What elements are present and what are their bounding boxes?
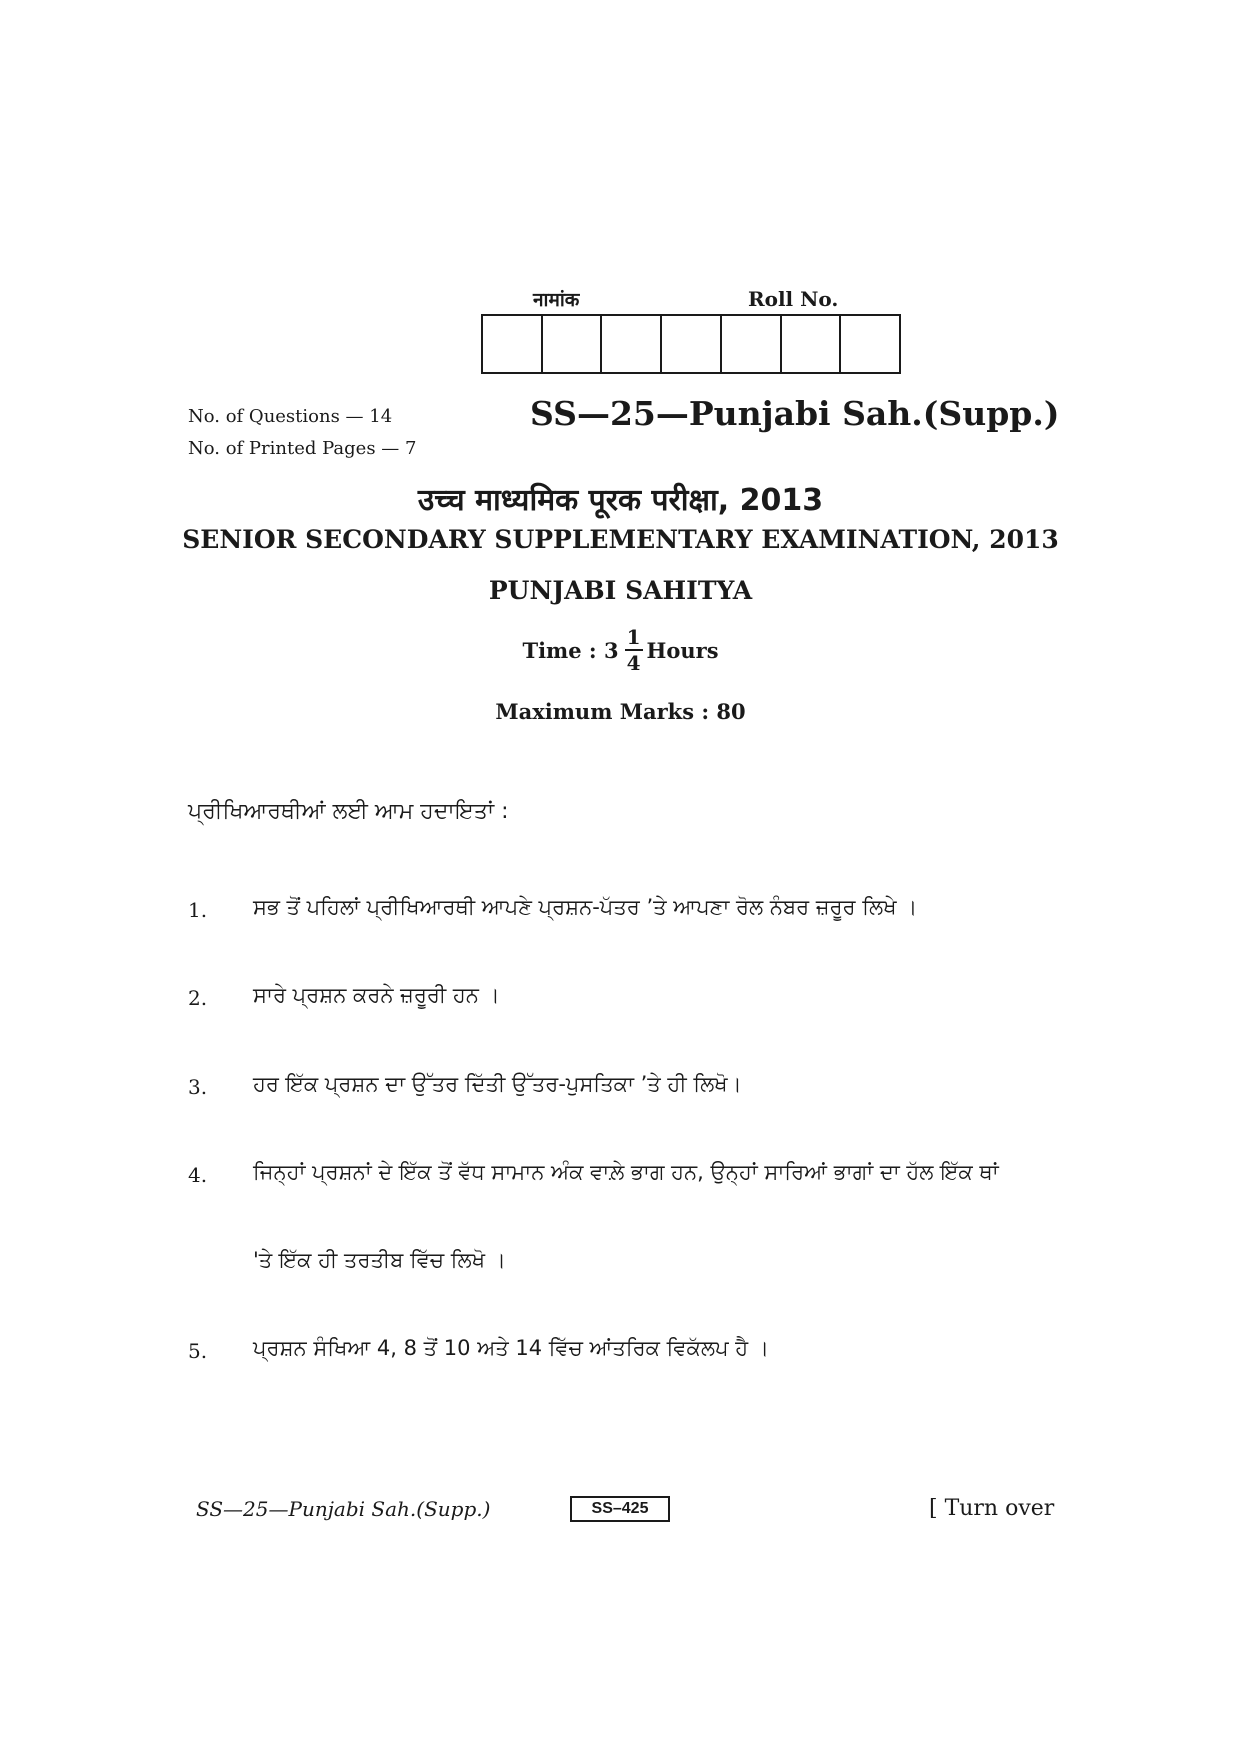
instruction-text-continuation: 'ਤੇ ਇੱਕ ਹੀ ਤਰਤੀਬ ਵਿੱਚ ਲਿਖੋ । <box>253 1248 506 1272</box>
time-suffix: Hours <box>646 637 719 663</box>
time-fraction <box>625 627 643 673</box>
instruction-number: 1. <box>188 898 208 922</box>
instruction-number: 5. <box>188 1339 208 1363</box>
roll-box <box>841 316 899 372</box>
exam-title-english: SENIOR SECONDARY SUPPLEMENTARY EXAMINATION, 2013 <box>182 525 1059 554</box>
time-allowed <box>0 627 1241 673</box>
subject-title: PUNJABI SAHITYA <box>488 576 753 605</box>
roll-label-hindi: नामांक <box>533 289 580 311</box>
fraction-numerator: 1 <box>626 625 641 649</box>
time-prefix: Time : 3 <box>522 637 619 663</box>
roll-label-english: Roll No. <box>748 287 839 311</box>
roll-box <box>662 316 722 372</box>
instruction-text: ਸਾਰੇ ਪ੍ਰਸ਼ਨ ਕਰਨੇ ਜ਼ਰੂਰੀ ਹਨ । <box>253 983 500 1007</box>
roll-box <box>483 316 543 372</box>
roll-box <box>543 316 603 372</box>
instruction-number: 3. <box>188 1075 208 1099</box>
roll-box <box>782 316 842 372</box>
roll-number-boxes <box>481 314 901 374</box>
roll-box <box>722 316 782 372</box>
number-of-questions: No. of Questions — 14 <box>188 406 393 427</box>
instruction-text: ਹਰ ਇੱਕ ਪ੍ਰਸ਼ਨ ਦਾ ਉੱਤਰ ਦਿੱਤੀ ਉੱਤਰ-ਪੁਸਤਿਕਾ ’ਤੇ ਹੀ ਲਿਖੋ। <box>253 1072 742 1096</box>
instructions-heading: ਪ੍ਰੀਖਿਆਰਥੀਆਂ ਲਈ ਆਮ ਹਦਾਇਤਾਂ : <box>188 799 509 824</box>
exam-title-hindi: उच्च माध्यमिक पूरक परीक्षा, 2013 <box>417 483 824 518</box>
number-of-pages: No. of Printed Pages — 7 <box>188 438 417 459</box>
paper-code: SS—25—Punjabi Sah.(Supp.) <box>530 394 1060 433</box>
instruction-number: 2. <box>188 986 208 1010</box>
instruction-number: 4. <box>188 1163 208 1187</box>
roll-box <box>602 316 662 372</box>
instruction-text: ਜਿਨ੍ਹਾਂ ਪ੍ਰਸ਼ਨਾਂ ਦੇ ਇੱਕ ਤੋਂ ਵੱਧ ਸਾਮਾਨ ਅੰਕ ਵਾਲ਼ੇ ਭਾਗ ਹਨ, ਉਨ੍ਹਾਂ ਸਾਰਿਆਂ ਭਾਗਾਂ ਦਾ ਹੱਲ ਇੱਕ ਥਾਂ <box>253 1160 999 1184</box>
turn-over-note: [ Turn over <box>929 1496 1055 1521</box>
fraction-denominator: 4 <box>626 651 641 675</box>
instruction-text: ਸਭ ਤੋਂ ਪਹਿਲਾਂ ਪ੍ਰੀਖਿਆਰਥੀ ਆਪਣੇ ਪ੍ਰਸ਼ਨ-ਪੱਤਰ ’ਤੇ ਆਪਣਾ ਰੋਲ ਨੰਬਰ ਜ਼ਰੂਰ ਲਿਖੇ । <box>253 895 918 919</box>
footer-paper-code: SS—25—Punjabi Sah.(Supp.) <box>196 1497 491 1521</box>
footer-code-box: SS–425 <box>570 1496 670 1522</box>
maximum-marks: Maximum Marks : 80 <box>495 699 746 724</box>
instruction-text: ਪ੍ਰਸ਼ਨ ਸੰਖਿਆ 4, 8 ਤੋਂ 10 ਅਤੇ 14 ਵਿੱਚ ਆਂਤਰਿਕ ਵਿਕੱਲਪ ਹੈ । <box>253 1336 770 1360</box>
